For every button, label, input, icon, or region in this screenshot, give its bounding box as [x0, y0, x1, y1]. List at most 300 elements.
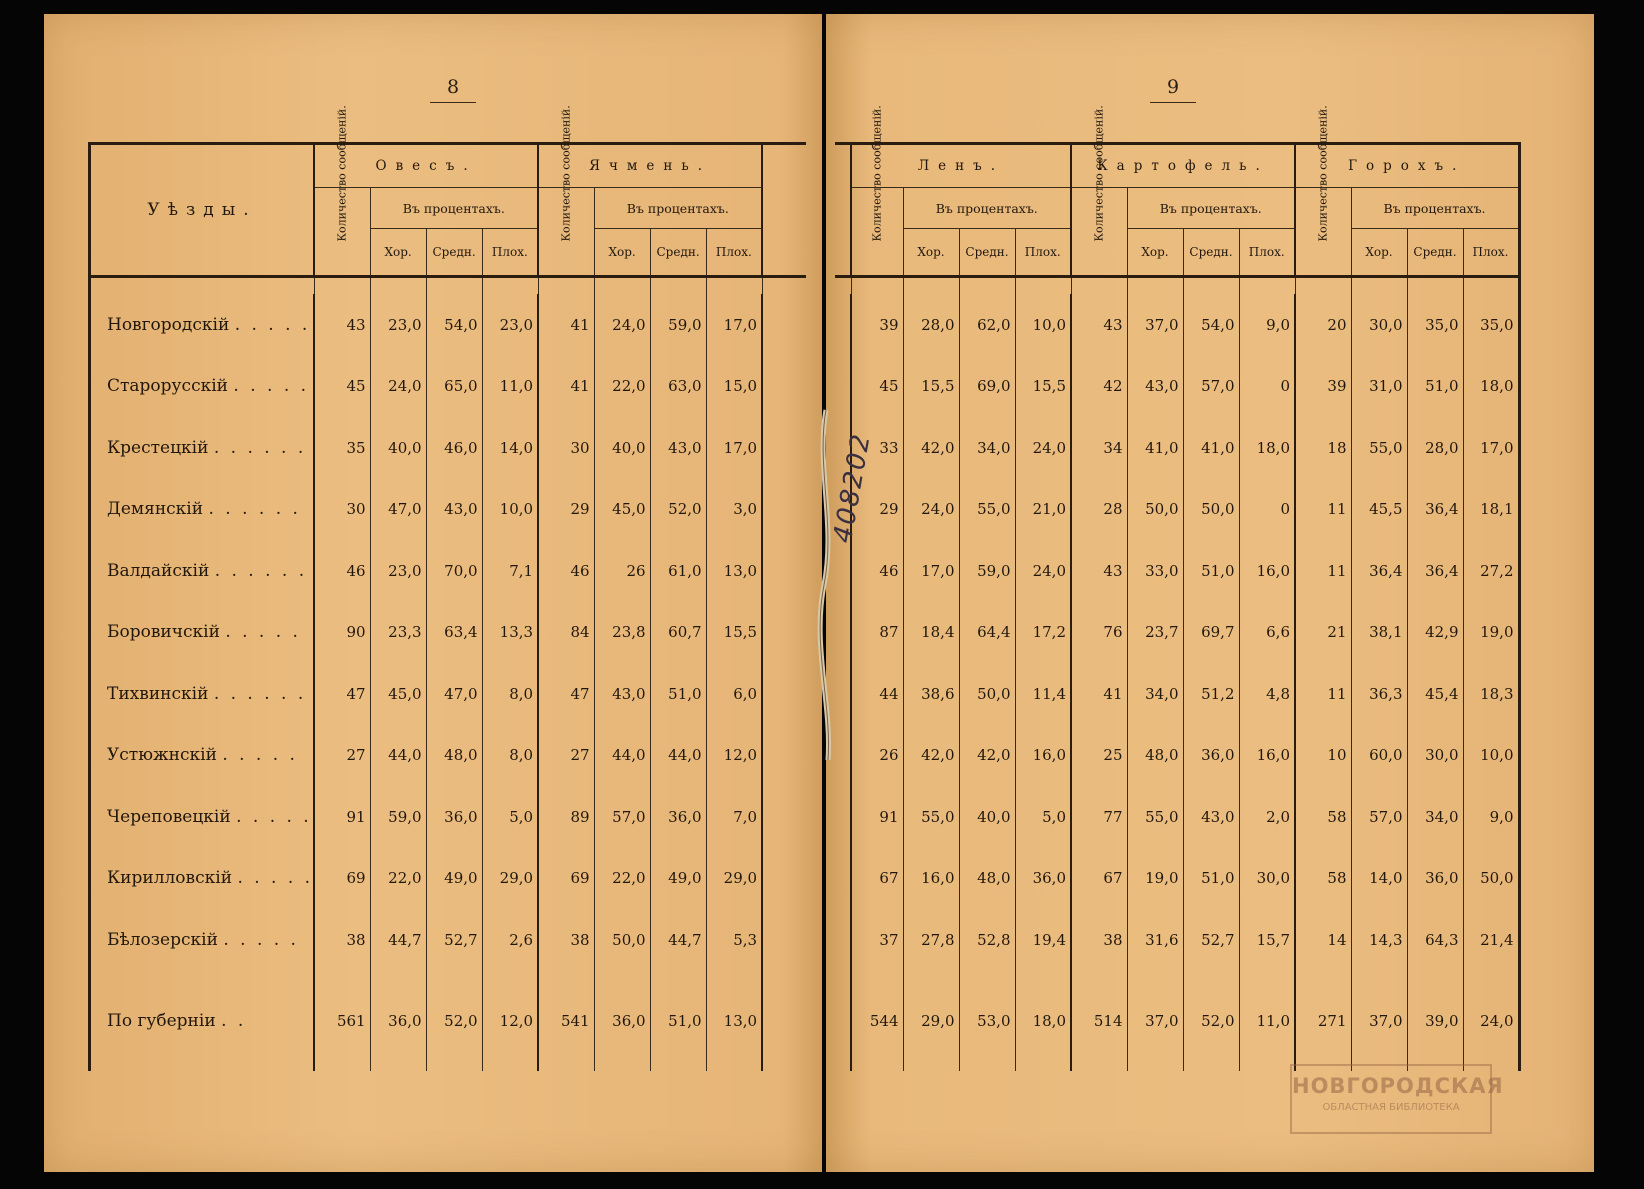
kartofel-value-cell: 43 [1071, 294, 1127, 356]
goroh-value-cell: 50,0 [1463, 848, 1519, 910]
blank-cell [762, 417, 806, 479]
yachmen-value-cell: 59,0 [650, 294, 706, 356]
district-name [90, 786, 315, 848]
district-name [90, 356, 315, 418]
table-row [835, 786, 1519, 848]
leader-dots: . . . . . [222, 745, 298, 766]
table-row [90, 602, 807, 664]
spacer-cell [1407, 277, 1463, 295]
oves-value-cell: 45 [314, 356, 370, 418]
district-label: Боровичскій [107, 622, 220, 643]
oves-value-cell: 36,0 [370, 971, 426, 1071]
len-value-cell: 28,0 [903, 294, 959, 356]
blank-cell [762, 909, 806, 971]
goroh-value-cell: 39,0 [1407, 971, 1463, 1071]
yachmen-value-cell: 40,0 [594, 417, 650, 479]
goroh-value-cell: 58 [1295, 848, 1351, 910]
leader-dots: . . [221, 1010, 247, 1031]
yachmen-value-cell: 24,0 [594, 294, 650, 356]
yachmen-value-cell: 50,0 [594, 909, 650, 971]
leader-dots: . . . . . [223, 929, 299, 950]
oves-value-cell: 46 [314, 540, 370, 602]
len-value-cell: 87 [851, 602, 903, 664]
blank-cell [762, 663, 806, 725]
table-left [88, 105, 806, 1071]
len-value-cell: 15,5 [903, 356, 959, 418]
yachmen-value-cell: 7,0 [706, 786, 762, 848]
spacer-cell [538, 277, 594, 295]
spacer-cell [314, 277, 370, 295]
oves-value-cell: 40,0 [370, 417, 426, 479]
len-value-cell: 29,0 [903, 971, 959, 1071]
oves-value-cell: 23,3 [370, 602, 426, 664]
table-row [90, 356, 807, 418]
table-row [835, 356, 1519, 418]
blank-cell [762, 540, 806, 602]
leader-dots: . . . . . [236, 806, 312, 827]
oves-value-cell: 561 [314, 971, 370, 1071]
oves-value-cell: 49,0 [426, 848, 482, 910]
blank-cell [835, 909, 851, 971]
goroh-value-cell: 27,2 [1463, 540, 1519, 602]
kartofel-value-cell: 34,0 [1127, 663, 1183, 725]
spacer-row [90, 277, 807, 295]
oves-value-cell: 91 [314, 786, 370, 848]
yachmen-value-cell: 36,0 [594, 971, 650, 1071]
spacer-cell [903, 277, 959, 295]
spacer-cell [426, 277, 482, 295]
yachmen-value-cell: 49,0 [650, 848, 706, 910]
kartofel-value-cell: 15,7 [1239, 909, 1295, 971]
kartofel-value-cell: 25 [1071, 725, 1127, 787]
yachmen-value-cell: 46 [538, 540, 594, 602]
header-blank [762, 144, 806, 277]
district-name [90, 663, 315, 725]
yachmen-value-cell: 44,0 [650, 725, 706, 787]
header-count-goroh: Количество сообщеній. [1295, 188, 1351, 277]
yachmen-value-cell: 43,0 [594, 663, 650, 725]
district-label: Демянскій [107, 499, 204, 520]
stamp-line-2: ОБЛАСТНАЯ БИБЛИОТЕКА [1322, 1102, 1460, 1113]
header-sub-hor: Хор. [594, 229, 650, 277]
len-value-cell: 44 [851, 663, 903, 725]
goroh-value-cell: 14,0 [1351, 848, 1407, 910]
oves-value-cell: 65,0 [426, 356, 482, 418]
len-value-cell: 19,4 [1015, 909, 1071, 971]
oves-value-cell: 14,0 [482, 417, 538, 479]
oves-value-cell: 59,0 [370, 786, 426, 848]
kartofel-value-cell: 2,0 [1239, 786, 1295, 848]
header-sub-ploh: Плох. [482, 229, 538, 277]
oves-value-cell: 47,0 [370, 479, 426, 541]
yachmen-value-cell: 13,0 [706, 540, 762, 602]
oves-value-cell: 52,7 [426, 909, 482, 971]
goroh-value-cell: 20 [1295, 294, 1351, 356]
oves-value-cell: 90 [314, 602, 370, 664]
blank-cell [762, 602, 806, 664]
yachmen-value-cell: 44,7 [650, 909, 706, 971]
kartofel-value-cell: 69,7 [1183, 602, 1239, 664]
table-row [90, 848, 807, 910]
len-value-cell: 67 [851, 848, 903, 910]
goroh-value-cell: 271 [1295, 971, 1351, 1071]
goroh-value-cell: 36,0 [1407, 848, 1463, 910]
header-sub-sredn: Средн. [1407, 229, 1463, 277]
kartofel-value-cell: 48,0 [1127, 725, 1183, 787]
spacer-cell [1239, 277, 1295, 295]
blank-cell [762, 294, 806, 356]
len-value-cell: 39 [851, 294, 903, 356]
table-row [835, 294, 1519, 356]
kartofel-value-cell: 34 [1071, 417, 1127, 479]
table-right [835, 105, 1521, 1071]
goroh-value-cell: 10,0 [1463, 725, 1519, 787]
header-percent-len: Въ процентахъ. [903, 188, 1071, 229]
len-value-cell: 24,0 [1015, 417, 1071, 479]
header-sub-sredn: Средн. [1183, 229, 1239, 277]
yachmen-value-cell: 22,0 [594, 356, 650, 418]
len-value-cell: 69,0 [959, 356, 1015, 418]
kartofel-value-cell: 6,6 [1239, 602, 1295, 664]
goroh-value-cell: 11 [1295, 540, 1351, 602]
yachmen-value-cell: 5,3 [706, 909, 762, 971]
goroh-value-cell: 36,4 [1407, 540, 1463, 602]
header-sub-ploh: Плох. [1463, 229, 1519, 277]
district-name [90, 602, 315, 664]
yachmen-value-cell: 29,0 [706, 848, 762, 910]
goroh-value-cell: 18,0 [1463, 356, 1519, 418]
yachmen-value-cell: 23,8 [594, 602, 650, 664]
header-count-yachmen: Количество сообщеній. [538, 188, 594, 277]
district-name [90, 294, 315, 356]
handwritten-number: 408202 [828, 430, 877, 546]
oves-value-cell: 30 [314, 479, 370, 541]
oves-value-cell: 44,7 [370, 909, 426, 971]
kartofel-value-cell: 4,8 [1239, 663, 1295, 725]
oves-value-cell: 44,0 [370, 725, 426, 787]
spacer-row [835, 277, 1519, 295]
oves-value-cell: 11,0 [482, 356, 538, 418]
kartofel-value-cell: 16,0 [1239, 540, 1295, 602]
yachmen-value-cell: 47 [538, 663, 594, 725]
goroh-value-cell: 21 [1295, 602, 1351, 664]
yachmen-value-cell: 51,0 [650, 971, 706, 1071]
district-label: Бѣлозерскій [107, 929, 218, 950]
kartofel-value-cell: 43 [1071, 540, 1127, 602]
goroh-value-cell: 18 [1295, 417, 1351, 479]
oves-value-cell: 47,0 [426, 663, 482, 725]
district-label: Валдайскій [107, 560, 210, 581]
goroh-value-cell: 18,1 [1463, 479, 1519, 541]
yachmen-value-cell: 84 [538, 602, 594, 664]
goroh-value-cell: 39 [1295, 356, 1351, 418]
len-value-cell: 27,8 [903, 909, 959, 971]
oves-value-cell: 52,0 [426, 971, 482, 1071]
oves-value-cell: 24,0 [370, 356, 426, 418]
goroh-value-cell: 10 [1295, 725, 1351, 787]
table-row-total [90, 971, 807, 1071]
goroh-value-cell: 9,0 [1463, 786, 1519, 848]
yachmen-value-cell: 3,0 [706, 479, 762, 541]
goroh-value-cell: 34,0 [1407, 786, 1463, 848]
spacer-cell [1295, 277, 1351, 295]
blank-cell [762, 356, 806, 418]
yachmen-value-cell: 41 [538, 356, 594, 418]
len-value-cell: 53,0 [959, 971, 1015, 1071]
len-value-cell: 91 [851, 786, 903, 848]
oves-value-cell: 13,3 [482, 602, 538, 664]
kartofel-value-cell: 31,6 [1127, 909, 1183, 971]
district-name [90, 479, 315, 541]
table-row [90, 540, 807, 602]
oves-value-cell: 29,0 [482, 848, 538, 910]
kartofel-value-cell: 41,0 [1183, 417, 1239, 479]
table-row [835, 540, 1519, 602]
blank-cell [762, 479, 806, 541]
table-row [90, 725, 807, 787]
oves-value-cell: 10,0 [482, 479, 538, 541]
oves-value-cell: 12,0 [482, 971, 538, 1071]
goroh-value-cell: 14,3 [1351, 909, 1407, 971]
table-row [835, 725, 1519, 787]
oves-value-cell: 7,1 [482, 540, 538, 602]
table-row [835, 417, 1519, 479]
header-row-crops [90, 144, 807, 188]
header-sub-hor: Хор. [370, 229, 426, 277]
page-number-right: 9 [1150, 76, 1196, 103]
len-value-cell: 24,0 [903, 479, 959, 541]
goroh-value-cell: 51,0 [1407, 356, 1463, 418]
district-name [90, 540, 315, 602]
table-row [835, 479, 1519, 541]
yachmen-value-cell: 17,0 [706, 294, 762, 356]
len-value-cell: 10,0 [1015, 294, 1071, 356]
spacer-cell [851, 277, 903, 295]
spacer-cell [482, 277, 538, 295]
goroh-value-cell: 17,0 [1463, 417, 1519, 479]
len-value-cell: 36,0 [1015, 848, 1071, 910]
goroh-value-cell: 38,1 [1351, 602, 1407, 664]
header-count-len: Количество сообщеній. [851, 188, 903, 277]
len-value-cell: 40,0 [959, 786, 1015, 848]
kartofel-value-cell: 52,7 [1183, 909, 1239, 971]
table-row [835, 909, 1519, 971]
kartofel-value-cell: 0 [1239, 479, 1295, 541]
goroh-value-cell: 64,3 [1407, 909, 1463, 971]
header-percent-goroh: Въ процентахъ. [1351, 188, 1519, 229]
oves-value-cell: 23,0 [370, 294, 426, 356]
len-value-cell: 16,0 [903, 848, 959, 910]
len-value-cell: 21,0 [1015, 479, 1071, 541]
len-value-cell: 55,0 [959, 479, 1015, 541]
kartofel-value-cell: 57,0 [1183, 356, 1239, 418]
kartofel-value-cell: 36,0 [1183, 725, 1239, 787]
kartofel-value-cell: 19,0 [1127, 848, 1183, 910]
len-value-cell: 50,0 [959, 663, 1015, 725]
table-right-body [835, 277, 1519, 1071]
blank-cell [762, 786, 806, 848]
goroh-value-cell: 36,4 [1351, 540, 1407, 602]
kartofel-value-cell: 33,0 [1127, 540, 1183, 602]
header-sub-sredn: Средн. [426, 229, 482, 277]
spacer-cell [370, 277, 426, 295]
spacer-cell [1015, 277, 1071, 295]
spacer-cell [706, 277, 762, 295]
oves-value-cell: 54,0 [426, 294, 482, 356]
len-value-cell: 55,0 [903, 786, 959, 848]
goroh-value-cell: 57,0 [1351, 786, 1407, 848]
goroh-value-cell: 45,5 [1351, 479, 1407, 541]
yachmen-value-cell: 15,5 [706, 602, 762, 664]
district-name [90, 848, 315, 910]
oves-value-cell: 2,6 [482, 909, 538, 971]
oves-value-cell: 35 [314, 417, 370, 479]
kartofel-value-cell: 51,2 [1183, 663, 1239, 725]
blank-cell [762, 725, 806, 787]
table-row [835, 602, 1519, 664]
goroh-value-cell: 31,0 [1351, 356, 1407, 418]
spacer-cell [650, 277, 706, 295]
leader-dots: . . . . . [225, 622, 301, 643]
header-count-oves: Количество сообщеній. [314, 188, 370, 277]
oves-value-cell: 48,0 [426, 725, 482, 787]
len-value-cell: 59,0 [959, 540, 1015, 602]
header-uezdy: Уѣзды. [90, 144, 315, 277]
district-label: Старорусскій [107, 376, 228, 397]
len-value-cell: 5,0 [1015, 786, 1071, 848]
kartofel-value-cell: 28 [1071, 479, 1127, 541]
goroh-value-cell: 36,4 [1407, 479, 1463, 541]
oves-value-cell: 69 [314, 848, 370, 910]
yachmen-value-cell: 15,0 [706, 356, 762, 418]
goroh-value-cell: 35,0 [1407, 294, 1463, 356]
kartofel-value-cell: 42 [1071, 356, 1127, 418]
header-crop-goroh: Горохъ. [1295, 144, 1519, 188]
yachmen-value-cell: 51,0 [650, 663, 706, 725]
header-count-kartofel: Количество сообщеній. [1071, 188, 1127, 277]
len-value-cell: 11,4 [1015, 663, 1071, 725]
spacer-cell [90, 277, 315, 295]
spacer-cell [835, 277, 851, 295]
spacer-cell [1463, 277, 1519, 295]
oves-value-cell: 43,0 [426, 479, 482, 541]
table-row [90, 294, 807, 356]
yachmen-value-cell: 61,0 [650, 540, 706, 602]
page-number-left: 8 [430, 76, 476, 103]
kartofel-value-cell: 50,0 [1183, 479, 1239, 541]
leader-dots: . . . . . [237, 868, 314, 889]
header-sub-ploh: Плох. [1015, 229, 1071, 277]
yachmen-value-cell: 22,0 [594, 848, 650, 910]
kartofel-value-cell: 55,0 [1127, 786, 1183, 848]
kartofel-value-cell: 18,0 [1239, 417, 1295, 479]
yachmen-value-cell: 36,0 [650, 786, 706, 848]
kartofel-value-cell: 514 [1071, 971, 1127, 1071]
header-sub-ploh: Плох. [706, 229, 762, 277]
kartofel-value-cell: 11,0 [1239, 971, 1295, 1071]
yachmen-value-cell: 541 [538, 971, 594, 1071]
len-value-cell: 45 [851, 356, 903, 418]
header-percent-yachmen: Въ процентахъ. [594, 188, 762, 229]
district-name [90, 909, 315, 971]
kartofel-value-cell: 51,0 [1183, 540, 1239, 602]
kartofel-value-cell: 38 [1071, 909, 1127, 971]
header-sub-hor: Хор. [903, 229, 959, 277]
yachmen-value-cell: 44,0 [594, 725, 650, 787]
len-value-cell: 18,4 [903, 602, 959, 664]
goroh-value-cell: 37,0 [1351, 971, 1407, 1071]
len-value-cell: 33 [851, 417, 903, 479]
len-value-cell: 48,0 [959, 848, 1015, 910]
oves-value-cell: 36,0 [426, 786, 482, 848]
district-label: Череповецкій [107, 806, 231, 827]
oves-value-cell: 22,0 [370, 848, 426, 910]
yachmen-value-cell: 29 [538, 479, 594, 541]
goroh-value-cell: 11 [1295, 663, 1351, 725]
yachmen-value-cell: 30 [538, 417, 594, 479]
header-crop-kartofel: Картофель. [1071, 144, 1295, 188]
spacer-cell [959, 277, 1015, 295]
oves-value-cell: 5,0 [482, 786, 538, 848]
goroh-value-cell: 30,0 [1407, 725, 1463, 787]
kartofel-value-cell: 41 [1071, 663, 1127, 725]
len-value-cell: 24,0 [1015, 540, 1071, 602]
leader-dots: . . . . . . [214, 560, 308, 581]
kartofel-value-cell: 16,0 [1239, 725, 1295, 787]
kartofel-value-cell: 43,0 [1183, 786, 1239, 848]
header-sub-hor: Хор. [1351, 229, 1407, 277]
len-value-cell: 64,4 [959, 602, 1015, 664]
spacer-cell [1071, 277, 1127, 295]
kartofel-value-cell: 77 [1071, 786, 1127, 848]
len-value-cell: 46 [851, 540, 903, 602]
table-row [90, 786, 807, 848]
kartofel-value-cell: 23,7 [1127, 602, 1183, 664]
yachmen-value-cell: 12,0 [706, 725, 762, 787]
district-name [90, 971, 315, 1071]
len-value-cell: 18,0 [1015, 971, 1071, 1071]
header-sub-sredn: Средн. [959, 229, 1015, 277]
goroh-value-cell: 36,3 [1351, 663, 1407, 725]
kartofel-value-cell: 37,0 [1127, 971, 1183, 1071]
table-row [90, 479, 807, 541]
oves-value-cell: 70,0 [426, 540, 482, 602]
leader-dots: . . . . . [234, 314, 311, 335]
kartofel-value-cell: 54,0 [1183, 294, 1239, 356]
len-value-cell: 15,5 [1015, 356, 1071, 418]
len-value-cell: 42,0 [903, 725, 959, 787]
kartofel-value-cell: 9,0 [1239, 294, 1295, 356]
oves-value-cell: 23,0 [370, 540, 426, 602]
goroh-value-cell: 30,0 [1351, 294, 1407, 356]
table-row [90, 417, 807, 479]
oves-value-cell: 46,0 [426, 417, 482, 479]
oves-value-cell: 27 [314, 725, 370, 787]
goroh-value-cell: 58 [1295, 786, 1351, 848]
district-label: Кирилловскій [107, 868, 233, 889]
goroh-value-cell: 14 [1295, 909, 1351, 971]
district-name [90, 417, 315, 479]
kartofel-value-cell: 0 [1239, 356, 1295, 418]
oves-value-cell: 63,4 [426, 602, 482, 664]
goroh-value-cell: 11 [1295, 479, 1351, 541]
yachmen-value-cell: 57,0 [594, 786, 650, 848]
yachmen-value-cell: 17,0 [706, 417, 762, 479]
table-row-total [835, 971, 1519, 1071]
leader-dots: . . . . . . [213, 683, 307, 704]
spacer-cell [1183, 277, 1239, 295]
len-value-cell: 52,8 [959, 909, 1015, 971]
